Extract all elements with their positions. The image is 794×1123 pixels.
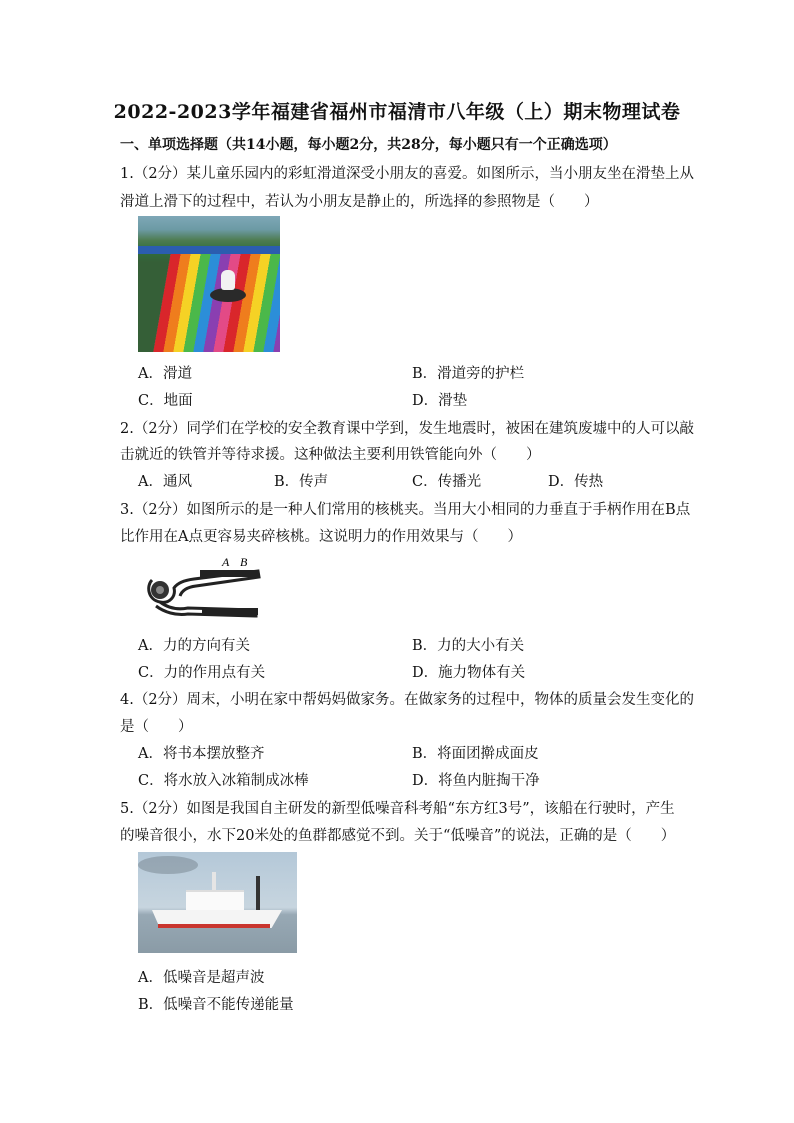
q4-option-c[interactable]: C．将水放入冰箱制成冰棒 xyxy=(138,773,309,789)
q3-stem-line2: 比作用在A点更容易夹碎核桃。这说明力的作用效果与（ ） xyxy=(120,529,522,545)
exam-title: 2022-2023学年福建省福州市福清市八年级（上）期末物理试卷 xyxy=(113,101,681,123)
ship-mast xyxy=(212,872,216,892)
point-b-label: B xyxy=(240,555,248,569)
q3-option-a[interactable]: A．力的方向有关 xyxy=(138,638,250,654)
q5-stem-line2: 的噪音很小，水下20米处的鱼群都感觉不到。关于“低噪音”的说法，正确的是（ ） xyxy=(120,828,676,844)
hull-stripe xyxy=(158,924,270,928)
exhaust-smoke xyxy=(138,856,198,874)
q4-option-d[interactable]: D．将鱼内脏掏干净 xyxy=(412,773,540,789)
q3-option-b[interactable]: B．力的大小有关 xyxy=(412,638,525,654)
q2-option-b[interactable]: B．传声 xyxy=(274,474,329,490)
q1-option-a[interactable]: A．滑道 xyxy=(138,366,192,382)
q5-option-a[interactable]: A．低噪音是超声波 xyxy=(138,970,265,986)
q2-option-a[interactable]: A．通风 xyxy=(138,474,192,490)
q1-option-c[interactable]: C．地面 xyxy=(138,393,193,409)
q1-stem-line2: 滑道上滑下的过程中，若认为小朋友是静止的，所选择的参照物是（ ） xyxy=(120,194,599,210)
q4-option-b[interactable]: B．将面团擀成面皮 xyxy=(412,746,539,762)
upper-handle xyxy=(200,570,258,577)
nutcracker-figure xyxy=(138,552,262,624)
q5-option-b[interactable]: B．低噪音不能传递能量 xyxy=(138,997,294,1013)
lower-handle xyxy=(202,608,258,615)
q3-option-d[interactable]: D．施力物体有关 xyxy=(412,665,526,681)
q2-option-c[interactable]: C．传播光 xyxy=(412,474,482,490)
q1-option-b[interactable]: B．滑道旁的护栏 xyxy=(412,366,525,382)
research-ship-image xyxy=(138,852,297,953)
q5-stem-line1: 5.（2分）如图是我国自主研发的新型低噪音科考船“东方红3号”，该船在行驶时，产生 xyxy=(120,801,675,817)
section-heading: 一、单项选择题（共14小题，每小题2分，共28分，每小题只有一个正确选项） xyxy=(120,137,617,153)
slide-lanes xyxy=(149,254,280,352)
q4-stem-line2: 是（ ） xyxy=(120,719,193,735)
bow-crane xyxy=(256,876,260,910)
q1-stem-line1: 1.（2分）某儿童乐园内的彩虹滑道深受小朋友的喜爱。如图所示，当小朋友坐在滑垫上从 xyxy=(120,166,695,182)
q4-option-a[interactable]: A．将书本摆放整齐 xyxy=(138,746,265,762)
rainbow-slide-image xyxy=(138,216,280,352)
q4-stem-line1: 4.（2分）周末，小明在家中帮妈妈做家务。在做家务的过程中，物体的质量会发生变化的 xyxy=(120,692,695,708)
slide-fence xyxy=(138,246,280,254)
q3-stem-line1: 3.（2分）如图所示的是一种人们常用的核桃夹。当用大小相同的力垂直于手柄作用在B点 xyxy=(120,502,691,518)
point-a-label: A xyxy=(222,555,230,569)
q3-option-c[interactable]: C．力的作用点有关 xyxy=(138,665,266,681)
q2-stem-line2: 击就近的铁管并等待求援。这种做法主要利用铁管能向外（ ） xyxy=(120,447,541,463)
slide-mat xyxy=(210,288,246,302)
q2-option-d[interactable]: D．传热 xyxy=(548,474,604,490)
q2-stem-line1: 2.（2分）同学们在学校的安全教育课中学到，发生地震时，被困在建筑废墟中的人可以敲 xyxy=(120,421,695,437)
q1-option-d[interactable]: D．滑垫 xyxy=(412,393,468,409)
child-figure xyxy=(221,270,235,290)
